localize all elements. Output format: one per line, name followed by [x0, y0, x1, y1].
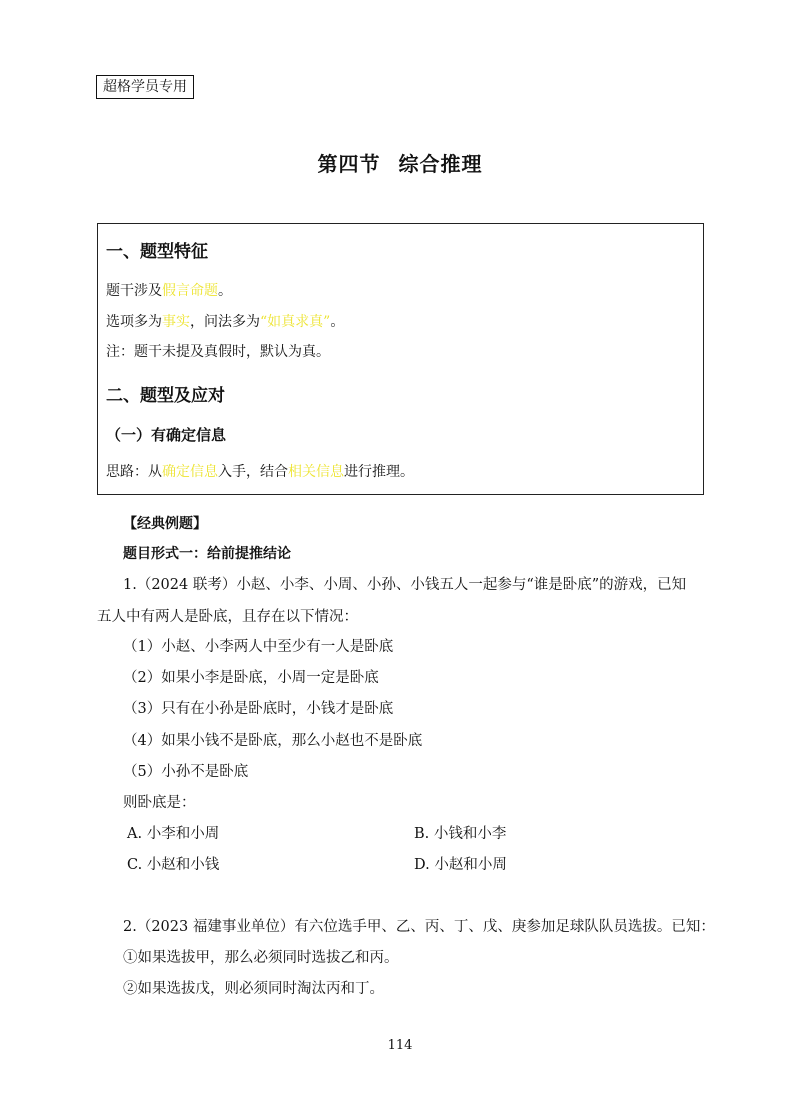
q1-stem-line2: 五人中有两人是卧底，且存在以下情况：: [97, 609, 358, 625]
highlight-related-info: 相关信息: [288, 464, 344, 480]
section2-heading: 二、题型及应对: [106, 386, 225, 406]
page-title: [0, 148, 800, 177]
highlight-if-true: “如真求真”: [260, 314, 331, 330]
q1-condition: （4）如果小钱不是卧底，那么小赵也不是卧底: [123, 733, 423, 749]
q2-stem: 2.（2023 福建事业单位）有六位选手甲、乙、丙、丁、戊、庚参加足球队队员选拔。已知：: [123, 919, 715, 935]
title-section-name: 综合推理: [398, 152, 483, 176]
q1-question: 则卧底是：: [123, 795, 196, 811]
student-only-tag: 超格学员专用: [96, 75, 194, 99]
feature-line-2: 选项多为事实，问法多为“如真求真”。: [106, 314, 345, 330]
subsection-heading: （一）有确定信息: [106, 426, 227, 444]
q2-condition: ①如果选拔甲，那么必须同时选拔乙和丙。: [123, 950, 399, 966]
q1-stem-line1: 1.（2024 联考）小赵、小李、小周、小孙、小钱五人一起参与“谁是卧底”的游戏，已知: [123, 577, 687, 593]
q1-option-b: B. 小钱和小李: [414, 826, 507, 842]
highlight-definite-info: 确定信息: [162, 464, 218, 480]
approach-line: 思路：从确定信息入手，结合相关信息进行推理。: [106, 464, 414, 480]
q1-option-d: D. 小赵和小周: [414, 857, 507, 873]
form-title: 题目形式一：给前提推结论: [123, 546, 291, 562]
examples-heading: 【经典例题】: [123, 516, 207, 532]
highlight-conditional: 假言命题: [162, 283, 218, 299]
feature-line-1: 题干涉及假言命题。: [106, 283, 232, 299]
title-section-number: 第四节: [317, 152, 381, 176]
section1-heading: 一、题型特征: [106, 242, 208, 262]
feature-note: 注：题干未提及真假时，默认为真。: [106, 344, 330, 360]
q2-condition: ②如果选拔戊，则必须同时淘汰丙和丁。: [123, 981, 384, 997]
q1-condition: （1）小赵、小李两人中至少有一人是卧底: [123, 639, 394, 655]
page-number: 114: [387, 1038, 413, 1053]
q1-option-a: A. 小李和小周: [127, 826, 220, 842]
q1-option-c: C. 小赵和小钱: [127, 857, 220, 873]
q1-condition: （3）只有在小孙是卧底时，小钱才是卧底: [123, 701, 394, 717]
q1-condition: （5）小孙不是卧底: [123, 764, 249, 780]
q1-condition: （2）如果小李是卧底，小周一定是卧底: [123, 670, 379, 686]
highlight-fact: 事实: [162, 314, 190, 330]
